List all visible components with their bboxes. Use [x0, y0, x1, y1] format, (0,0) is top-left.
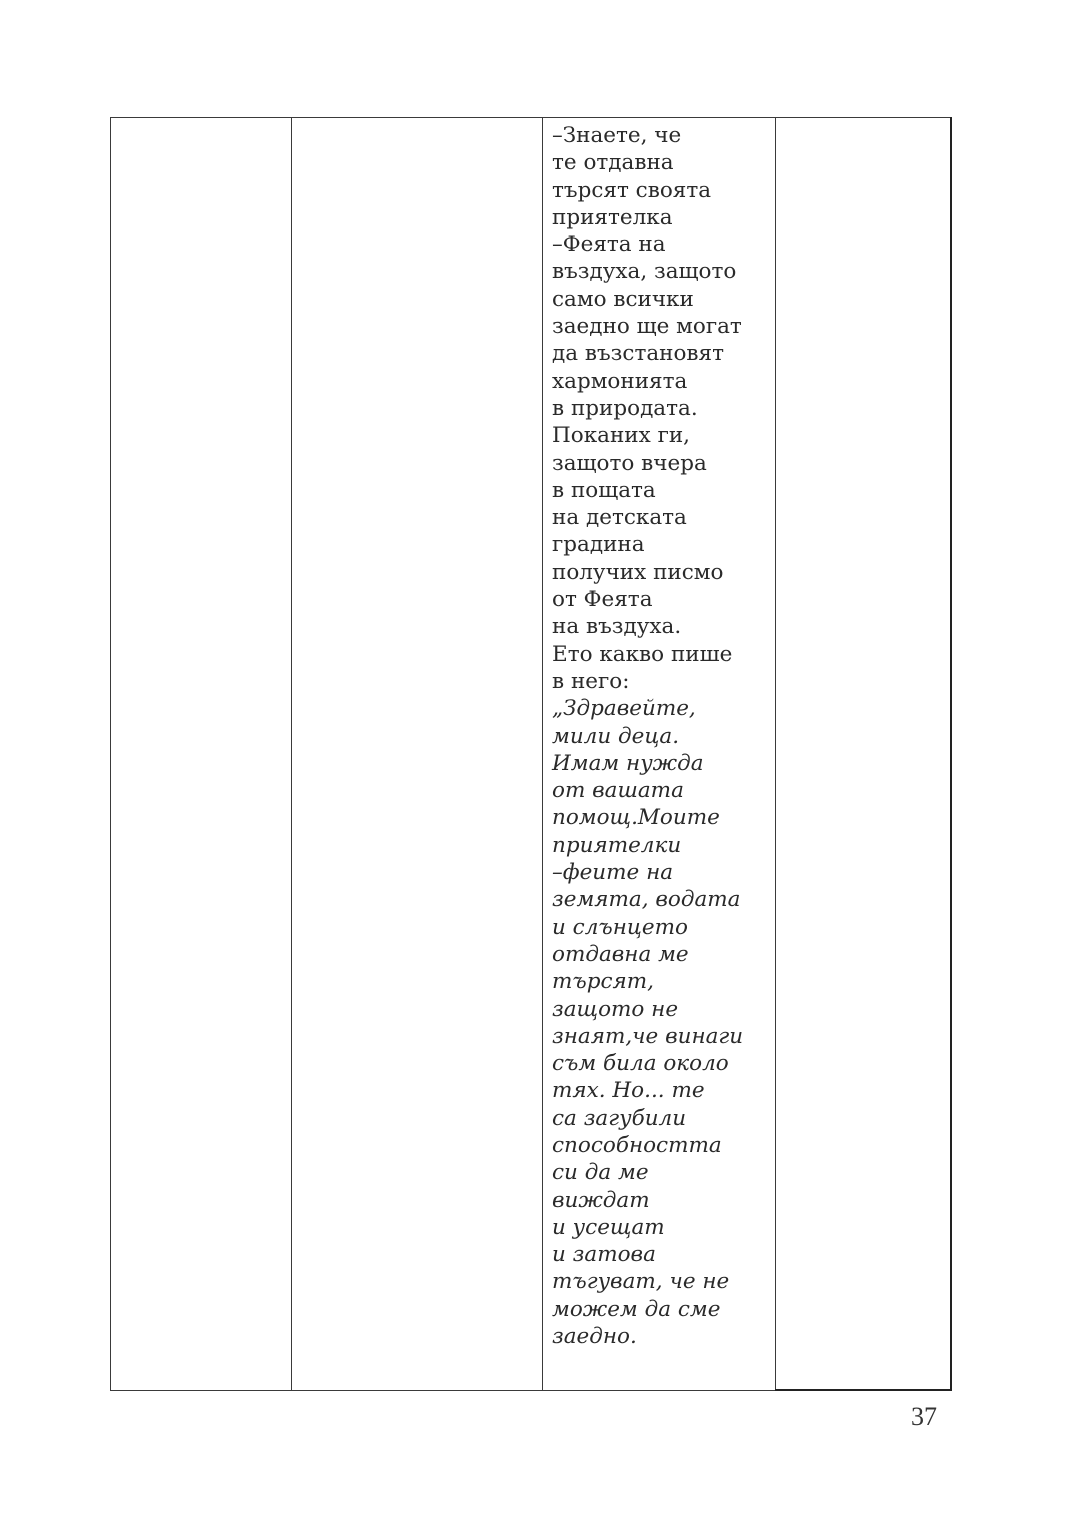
- table-cell-column-1: [111, 118, 292, 1391]
- text-line: –Феята на: [552, 232, 666, 258]
- letter-line: и усещат: [552, 1214, 665, 1240]
- text-line: на детската: [552, 505, 687, 531]
- lesson-table: [110, 117, 952, 1391]
- letter-line: Имам нужда: [552, 750, 704, 776]
- letter-line: способността: [552, 1132, 722, 1158]
- narrative-text: [552, 122, 771, 695]
- letter-line: са загубили: [552, 1105, 687, 1131]
- letter-line: и затова: [552, 1242, 656, 1268]
- text-line: Поканих ги,: [552, 423, 690, 449]
- text-line: в него:: [552, 668, 630, 694]
- letter-line: тъгуват, че не: [552, 1269, 730, 1295]
- text-line: приятелка: [552, 204, 673, 230]
- letter-line: тях. Но... те: [552, 1078, 705, 1104]
- table-cell-column-4: [776, 118, 952, 1391]
- letter-line: знаят,че винаги: [552, 1023, 744, 1049]
- letter-line: отдавна ме: [552, 941, 689, 967]
- text-line: –Знаете, че: [552, 123, 682, 148]
- letter-line: помощ.Моите: [552, 805, 720, 831]
- letter-line: приятелки: [552, 832, 682, 858]
- letter-line: защото не: [552, 996, 679, 1022]
- letter-line: земята, водата: [552, 887, 741, 913]
- text-line: защото вчера: [552, 450, 707, 476]
- table-cell-column-3: [543, 118, 776, 1391]
- text-line: да възстановят: [552, 341, 724, 367]
- text-line: заедно ще могат: [552, 314, 742, 340]
- text-line: градина: [552, 532, 645, 558]
- letter-line: търсят,: [552, 969, 654, 995]
- text-line: те отдавна: [552, 150, 674, 176]
- table-cell-column-2: [292, 118, 543, 1391]
- text-line: само всички: [552, 286, 694, 312]
- letter-line: виждат: [552, 1187, 650, 1213]
- text-line: търсят своята: [552, 177, 712, 203]
- letter-line: „Здравейте,: [552, 696, 696, 722]
- table-row: [111, 118, 952, 1391]
- letter-text: [552, 695, 771, 1350]
- letter-line: и слънцето: [552, 914, 688, 940]
- text-line: получих писмо: [552, 559, 724, 585]
- text-line: в природата.: [552, 395, 698, 421]
- text-line: хармонията: [552, 368, 688, 394]
- letter-line: мили деца.: [552, 723, 680, 749]
- text-line: Ето какво пише: [552, 641, 733, 667]
- text-line: на въздуха.: [552, 614, 682, 640]
- letter-line: –феите на: [552, 860, 674, 886]
- letter-line: можем да сме: [552, 1296, 721, 1322]
- letter-line: заедно.: [552, 1324, 637, 1350]
- letter-line: от вашата: [552, 778, 684, 804]
- letter-line: си да ме: [552, 1160, 649, 1186]
- letter-line: съм била около: [552, 1051, 729, 1077]
- page-number: 37: [911, 1402, 937, 1431]
- text-line: въздуха, защото: [552, 259, 737, 285]
- text-line: в пощата: [552, 477, 656, 503]
- text-line: от Феята: [552, 587, 653, 613]
